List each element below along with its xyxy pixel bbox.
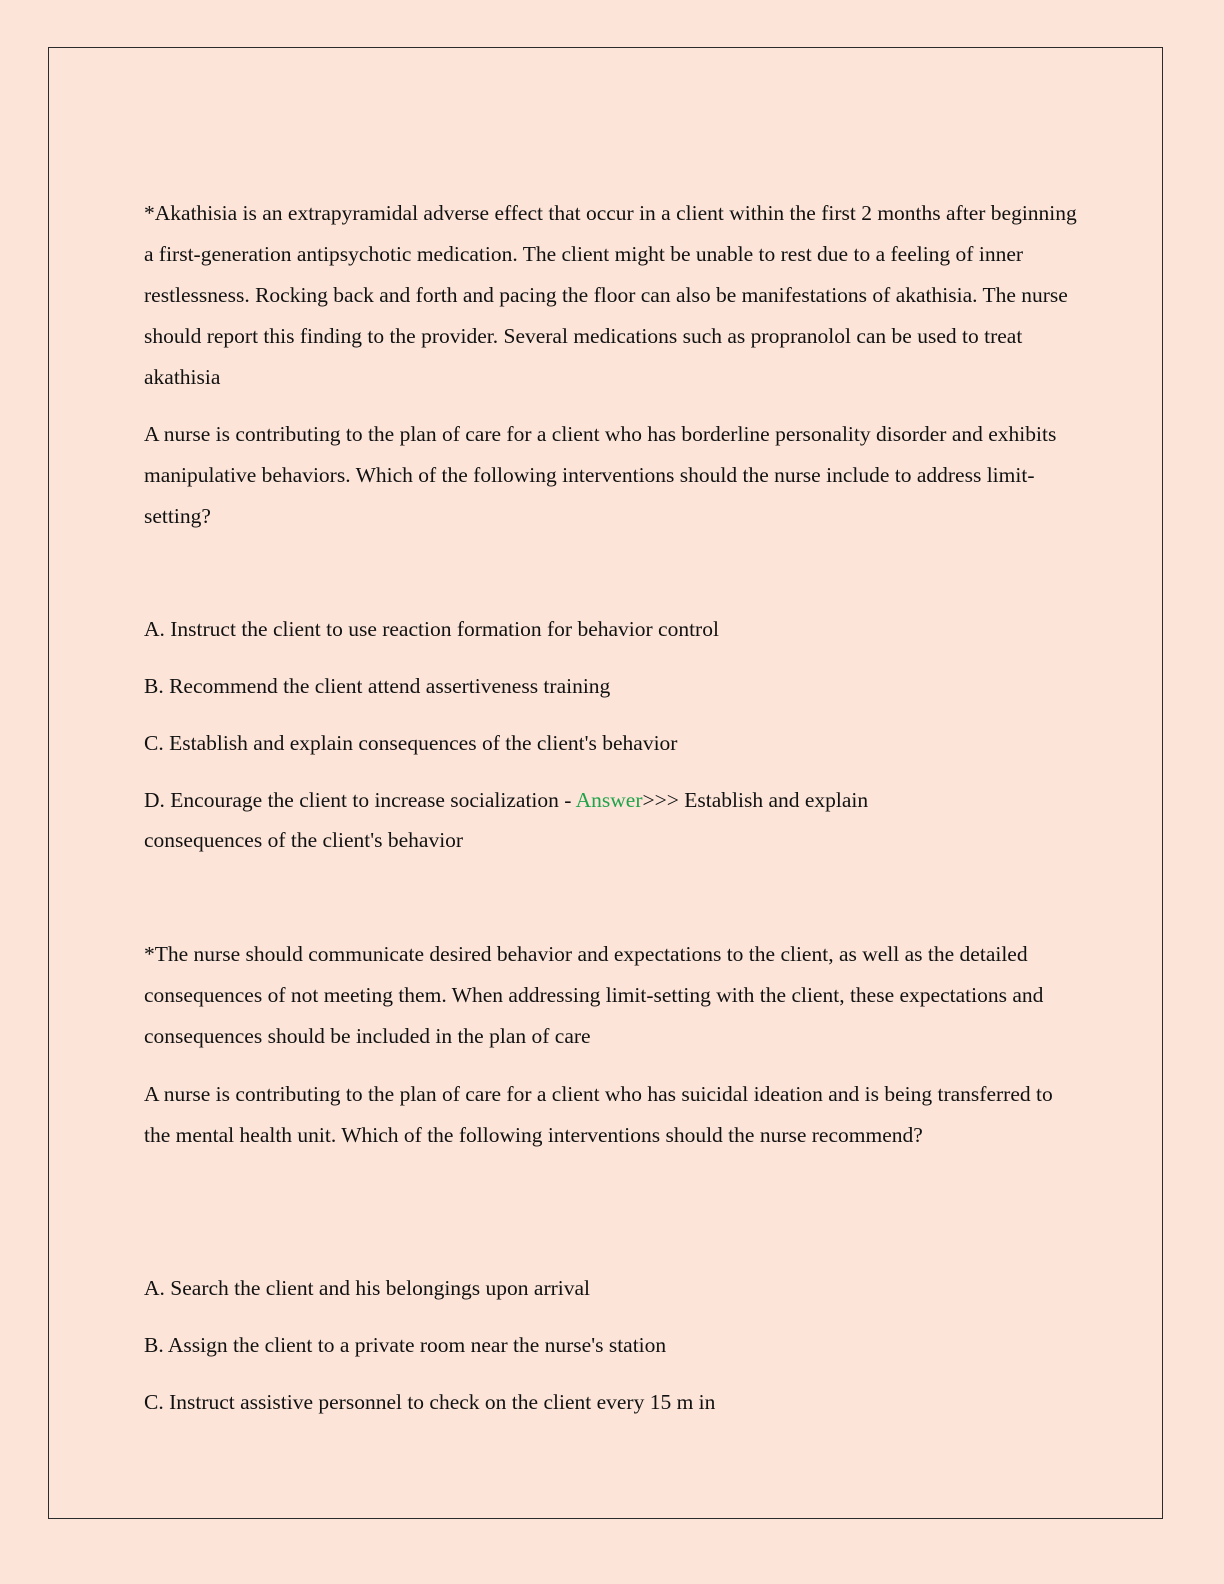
question-1-option-b: B. Recommend the client attend assertiveness training: [144, 674, 611, 698]
option-d-text: D. Encourage the client to increase socialization -: [144, 788, 576, 812]
question-2-stem: A nurse is contributing to the plan of care for a client who has suicidal ideation and is being transferred to the mental health unit. Which of the following interventions should the nurse recommend?: [144, 1082, 1053, 1147]
question-1-option-c: C. Establish and explain consequences of the client's behavior: [144, 731, 678, 755]
rationale-akathisia: *Akathisia is an extrapyramidal adverse effect that occur in a client within the first 2 months after beginning a first-generation antipsychotic medication. The client might be unable to rest due to a feeling of inner restlessness. Rocking back and forth and pacing the floor can also be manifestations of akathisia. The nurse should report this finding to the provider. Several medications such as propranolol can be used to treat akathisia: [144, 201, 1077, 389]
answer-text-continued: consequences of the client's behavior: [144, 828, 464, 852]
question-2-option-b: B. Assign the client to a private room near the nurse's station: [144, 1333, 667, 1357]
rationale-limit-setting: *The nurse should communicate desired behavior and expectations to the client, as well as the detailed consequences of not meeting them. When addressing limit-setting with the client, these expectations and consequences should be included in the plan of care: [144, 942, 1044, 1048]
question-1-option-d: [144, 780, 868, 821]
answer-label: Answer: [575, 788, 643, 812]
question-1-option-a: A. Instruct the client to use reaction formation for behavior control: [144, 617, 719, 641]
question-2-option-a: A. Search the client and his belongings upon arrival: [144, 1276, 591, 1300]
answer-text: >>> Establish and explain: [642, 788, 869, 812]
question-2-option-c: C. Instruct assistive personnel to check on the client every 15 m in: [144, 1390, 716, 1414]
question-1-stem: A nurse is contributing to the plan of care for a client who has borderline personality disorder and exhibits manipulative behaviors. Which of the following interventions should the nurse include to address limit-setting?: [144, 422, 1057, 528]
